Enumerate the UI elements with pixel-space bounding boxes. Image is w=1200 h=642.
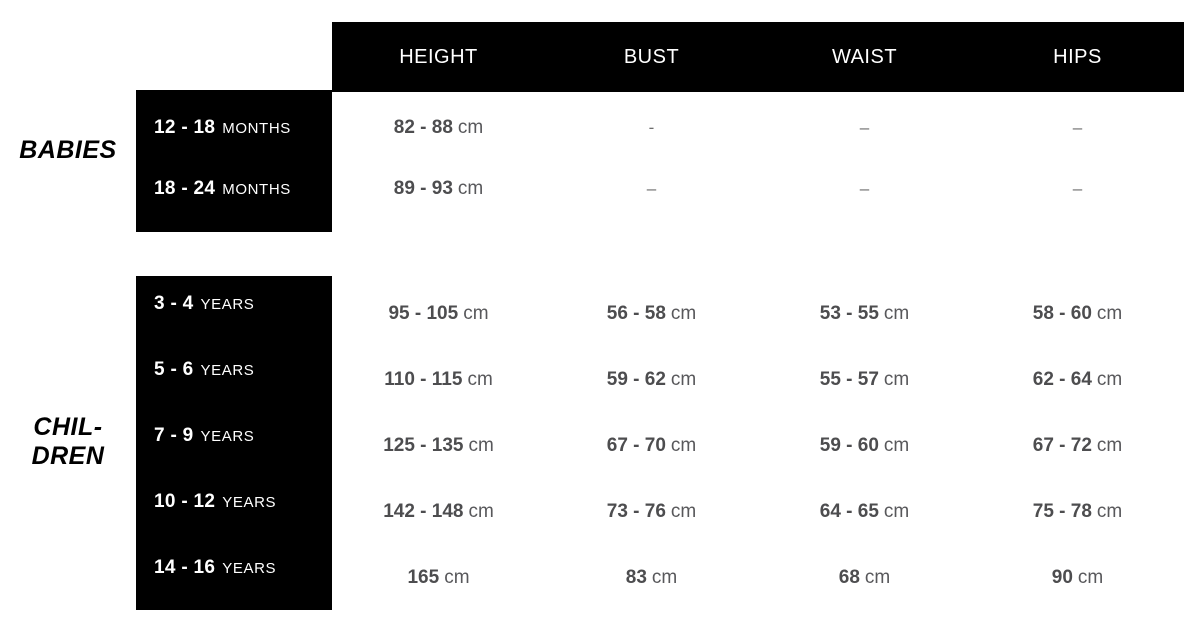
row-label-range: 5 - 6 xyxy=(154,359,194,380)
cell-unit: cm xyxy=(1096,501,1123,522)
cell-unit: cm xyxy=(883,369,910,390)
cell-unit: cm xyxy=(467,369,493,390)
cell-waist xyxy=(758,435,971,457)
cell-value: 56 - 58 xyxy=(606,303,666,324)
row-label-5-6-years xyxy=(136,348,332,392)
row-label-unit: YEARS xyxy=(222,559,277,577)
cell-unit: cm xyxy=(1096,369,1123,390)
table-row xyxy=(332,424,1184,468)
row-label-10-12-years xyxy=(136,480,332,524)
row-label-unit: YEARS xyxy=(200,361,255,379)
cell-unit: cm xyxy=(444,567,470,588)
cell-unit: cm xyxy=(1096,303,1123,324)
cell-value: 55 - 57 xyxy=(819,369,879,390)
cell-bust xyxy=(545,369,758,391)
column-header-waist: WAIST xyxy=(831,45,898,68)
cell-value: 67 - 70 xyxy=(606,435,666,456)
table-row xyxy=(332,358,1184,402)
cell-value: 59 - 62 xyxy=(606,369,666,390)
cell-unit: cm xyxy=(670,303,697,324)
cell-height xyxy=(332,369,545,391)
cell-value: 142 - 148 xyxy=(383,501,464,522)
cell-value: 95 - 105 xyxy=(388,303,459,324)
cell-unit: cm xyxy=(883,501,910,522)
group-label-babies: BABIES xyxy=(19,136,117,164)
row-label-12-18-months xyxy=(136,106,332,150)
row-label-range: 14 - 16 xyxy=(154,557,216,578)
row-label-7-9-years xyxy=(136,414,332,458)
cell-unit: cm xyxy=(1096,435,1123,456)
cell-height xyxy=(332,303,545,325)
table-row xyxy=(332,556,1184,600)
cell-unit: cm xyxy=(468,435,494,456)
column-header-height: HEIGHT xyxy=(399,45,478,68)
cell-unit: cm xyxy=(1077,567,1104,588)
cell-value: 53 - 55 xyxy=(819,303,879,324)
cell-bust xyxy=(545,501,758,523)
row-label-unit: YEARS xyxy=(200,295,255,313)
cell-value: 83 xyxy=(625,567,647,588)
cell-height xyxy=(332,567,545,589)
row-label-14-16-years xyxy=(136,546,332,590)
cell-unit: cm xyxy=(670,369,697,390)
cell-value: 67 - 72 xyxy=(1032,435,1092,456)
cell-value: 62 - 64 xyxy=(1032,369,1092,390)
cell-value: 75 - 78 xyxy=(1032,501,1092,522)
column-header-hips: HIPS xyxy=(1053,45,1102,68)
cell-unit: cm xyxy=(468,501,494,522)
table-row xyxy=(332,167,1184,211)
cell-unit: cm xyxy=(651,567,678,588)
row-label-range: 7 - 9 xyxy=(154,425,194,446)
cell-unit: cm xyxy=(670,435,697,456)
cell-unit: cm xyxy=(463,303,489,324)
cell-value: 90 xyxy=(1051,567,1073,588)
cell-height xyxy=(332,117,545,139)
row-label-range: 18 - 24 xyxy=(154,178,216,199)
cell-unit: cm xyxy=(864,567,891,588)
cell-hips xyxy=(971,567,1184,589)
cell-bust: - xyxy=(648,118,655,137)
cell-height xyxy=(332,501,545,523)
cell-value: 64 - 65 xyxy=(819,501,879,522)
cell-value: 58 - 60 xyxy=(1032,303,1092,324)
row-label-range: 10 - 12 xyxy=(154,491,216,512)
row-label-18-24-months xyxy=(136,167,332,211)
cell-value: 89 - 93 xyxy=(393,178,453,199)
table-row xyxy=(332,292,1184,336)
cell-unit: cm xyxy=(883,435,910,456)
cell-unit: cm xyxy=(457,178,484,199)
cell-hips xyxy=(971,303,1184,325)
row-label-range: 12 - 18 xyxy=(154,117,216,138)
group-label-children xyxy=(0,413,136,471)
row-label-unit: YEARS xyxy=(222,493,277,511)
cell-waist xyxy=(758,501,971,523)
row-label-unit: YEARS xyxy=(200,427,255,445)
cell-waist xyxy=(758,567,971,589)
table-row xyxy=(332,106,1184,150)
cell-waist xyxy=(758,369,971,391)
cell-waist xyxy=(758,303,971,325)
cell-hips: – xyxy=(1072,179,1083,198)
cell-height xyxy=(332,178,545,200)
group-label-children-line1: CHIL- xyxy=(33,413,103,441)
cell-value: 59 - 60 xyxy=(819,435,879,456)
cell-bust xyxy=(545,435,758,457)
cell-unit: cm xyxy=(883,303,910,324)
cell-height xyxy=(332,435,545,457)
cell-bust xyxy=(545,567,758,589)
cell-waist: – xyxy=(859,118,870,137)
row-label-range: 3 - 4 xyxy=(154,293,194,314)
column-header-bust: BUST xyxy=(623,45,680,68)
cell-hips xyxy=(971,369,1184,391)
row-label-unit: MONTHS xyxy=(222,119,291,137)
cell-value: 82 - 88 xyxy=(393,117,453,138)
cell-value: 73 - 76 xyxy=(606,501,666,522)
table-row xyxy=(332,490,1184,534)
cell-bust xyxy=(545,303,758,325)
table-header-row xyxy=(332,22,1184,92)
cell-hips: – xyxy=(1072,118,1083,137)
cell-hips xyxy=(971,435,1184,457)
cell-unit: cm xyxy=(457,117,484,138)
group-label-children-line2: DREN xyxy=(31,441,105,470)
row-label-unit: MONTHS xyxy=(222,180,291,198)
cell-value: 68 xyxy=(838,567,860,588)
cell-value: 165 xyxy=(407,567,440,588)
cell-value: 125 - 135 xyxy=(383,435,464,456)
row-label-3-4-years xyxy=(136,282,332,326)
cell-hips xyxy=(971,501,1184,523)
cell-value: 110 - 115 xyxy=(384,369,463,390)
cell-bust: – xyxy=(646,179,657,198)
cell-unit: cm xyxy=(670,501,697,522)
cell-waist: – xyxy=(859,179,870,198)
